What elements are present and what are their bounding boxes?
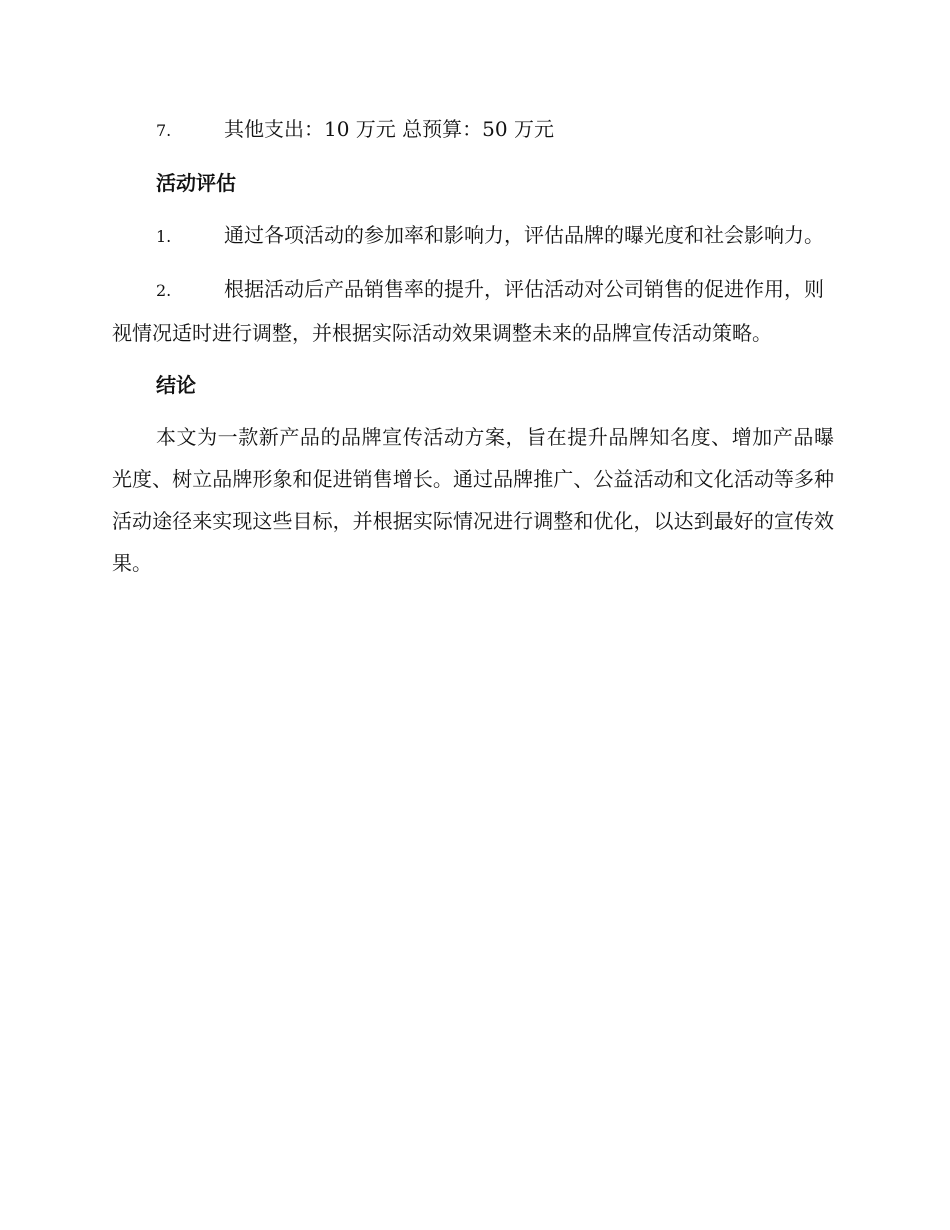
list-number: 2. — [156, 281, 172, 300]
section-heading-evaluation: 活动评估 — [156, 171, 236, 195]
evaluation-item-2 — [112, 268, 834, 354]
list-item-text: 通过各项活动的参加率和影响力，评估品牌的曝光度和社会影响力。 — [224, 223, 824, 247]
conclusion-paragraph: 本文为一款新产品的品牌宣传活动方案，旨在提升品牌知名度、增加产品曝光度、树立品牌形象和促进销售增长。通过品牌推广、公益活动和文化活动等多种活动途径来实现这些目标，并根据实际情况进行调整和优化，以达到最好的宣传效果。 — [112, 425, 834, 575]
list-number: 7. — [156, 121, 172, 140]
document-content — [112, 108, 834, 584]
list-item-text: 根据活动后产品销售率的提升，评估活动对公司销售的促进作用，则视情况适时进行调整，并根据实际活动效果调整未来的品牌宣传活动策略。 — [112, 277, 824, 345]
section-heading-conclusion: 结论 — [156, 373, 196, 397]
evaluation-item-1 — [112, 214, 834, 258]
list-item-text: 其他支出：10 万元 总预算：50 万元 — [224, 117, 554, 141]
list-number: 1. — [156, 227, 172, 246]
budget-item-7 — [112, 108, 834, 152]
